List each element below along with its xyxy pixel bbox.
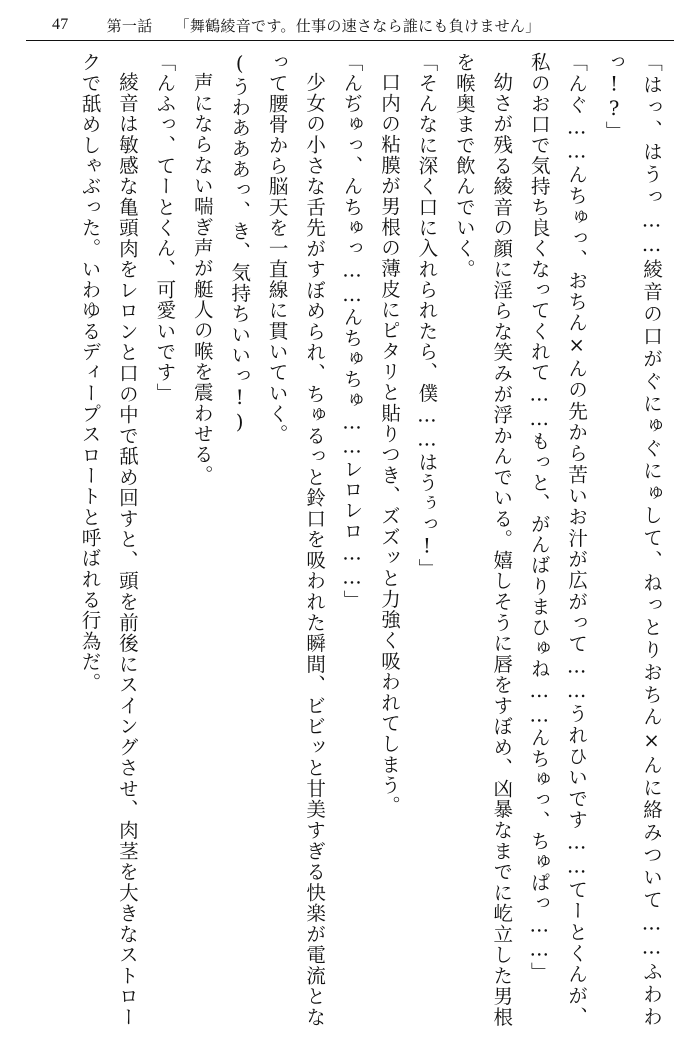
paragraph: 綾音は敏感な亀頭肉をレロンと口の中で舐め回すと、頭を前後にスイングさせ、肉茎を大きなストロークで舐めしゃぶった。いわゆるディープスロートと呼ばれる行為だ。 bbox=[78, 52, 139, 1027]
paragraph: 声にならない喘ぎ声が艇人の喉を震わせる。 bbox=[190, 71, 214, 485]
paragraph: (うわあああっ、き、気持ちいいっ!) bbox=[228, 52, 252, 435]
paragraph: 口内の粘膜が男根の薄皮にピタリと貼りつき、ズズッと力強く吸われてしまう。 bbox=[377, 71, 401, 816]
running-title: 「舞鶴綾音です。仕事の速さなら誰にも負けません」 bbox=[174, 18, 541, 35]
page-body bbox=[30, 52, 670, 1032]
paragraph: 少女の小さな舌先がすぼめられ、ちゅるっと鈴口を吸われた瞬間、ビビッと甘美すぎる快楽が電流となって腰骨から脳天を一直線に貫いていく。 bbox=[265, 52, 327, 1027]
paragraph: 「そんなに深く口に入れられたら、僕……はうぅっ!」 bbox=[415, 52, 439, 580]
paragraph: 「んふっ、てーとくん、可愛いです」 bbox=[153, 52, 177, 404]
header-divider bbox=[26, 40, 674, 41]
paragraph: 「んぢゅっ、んちゅっ……んちゅちゅ……レロレロ……」 bbox=[340, 52, 364, 611]
chapter-label: 第一話 bbox=[106, 18, 153, 35]
page-number: 47 bbox=[52, 16, 69, 33]
page-header bbox=[0, 8, 700, 42]
paragraph: 「はっ、はうっ……綾音の口がぐにゅぐにゅして、ねっとりおちん×んに絡みついて……ふわわっ!?」 bbox=[602, 52, 663, 1027]
paragraph: 幼さが残る綾音の顔に淫らな笑みが浮かんでいる。嬉しそうに唇をすぼめ、凶暴なまでに屹立した男根を喉奥まで飲んでいく。 bbox=[452, 52, 514, 1027]
paragraph: 「んぐ……んちゅっ、おちん×んの先から苦いお汁が広がって……うれひいです……てーとくんが、私のお口で気持ち良くなってくれて……もっと、がんばりまひゅね……んちゅっ、ちゅぱっ……」 bbox=[527, 52, 589, 1027]
vertical-text-block bbox=[30, 52, 670, 1027]
